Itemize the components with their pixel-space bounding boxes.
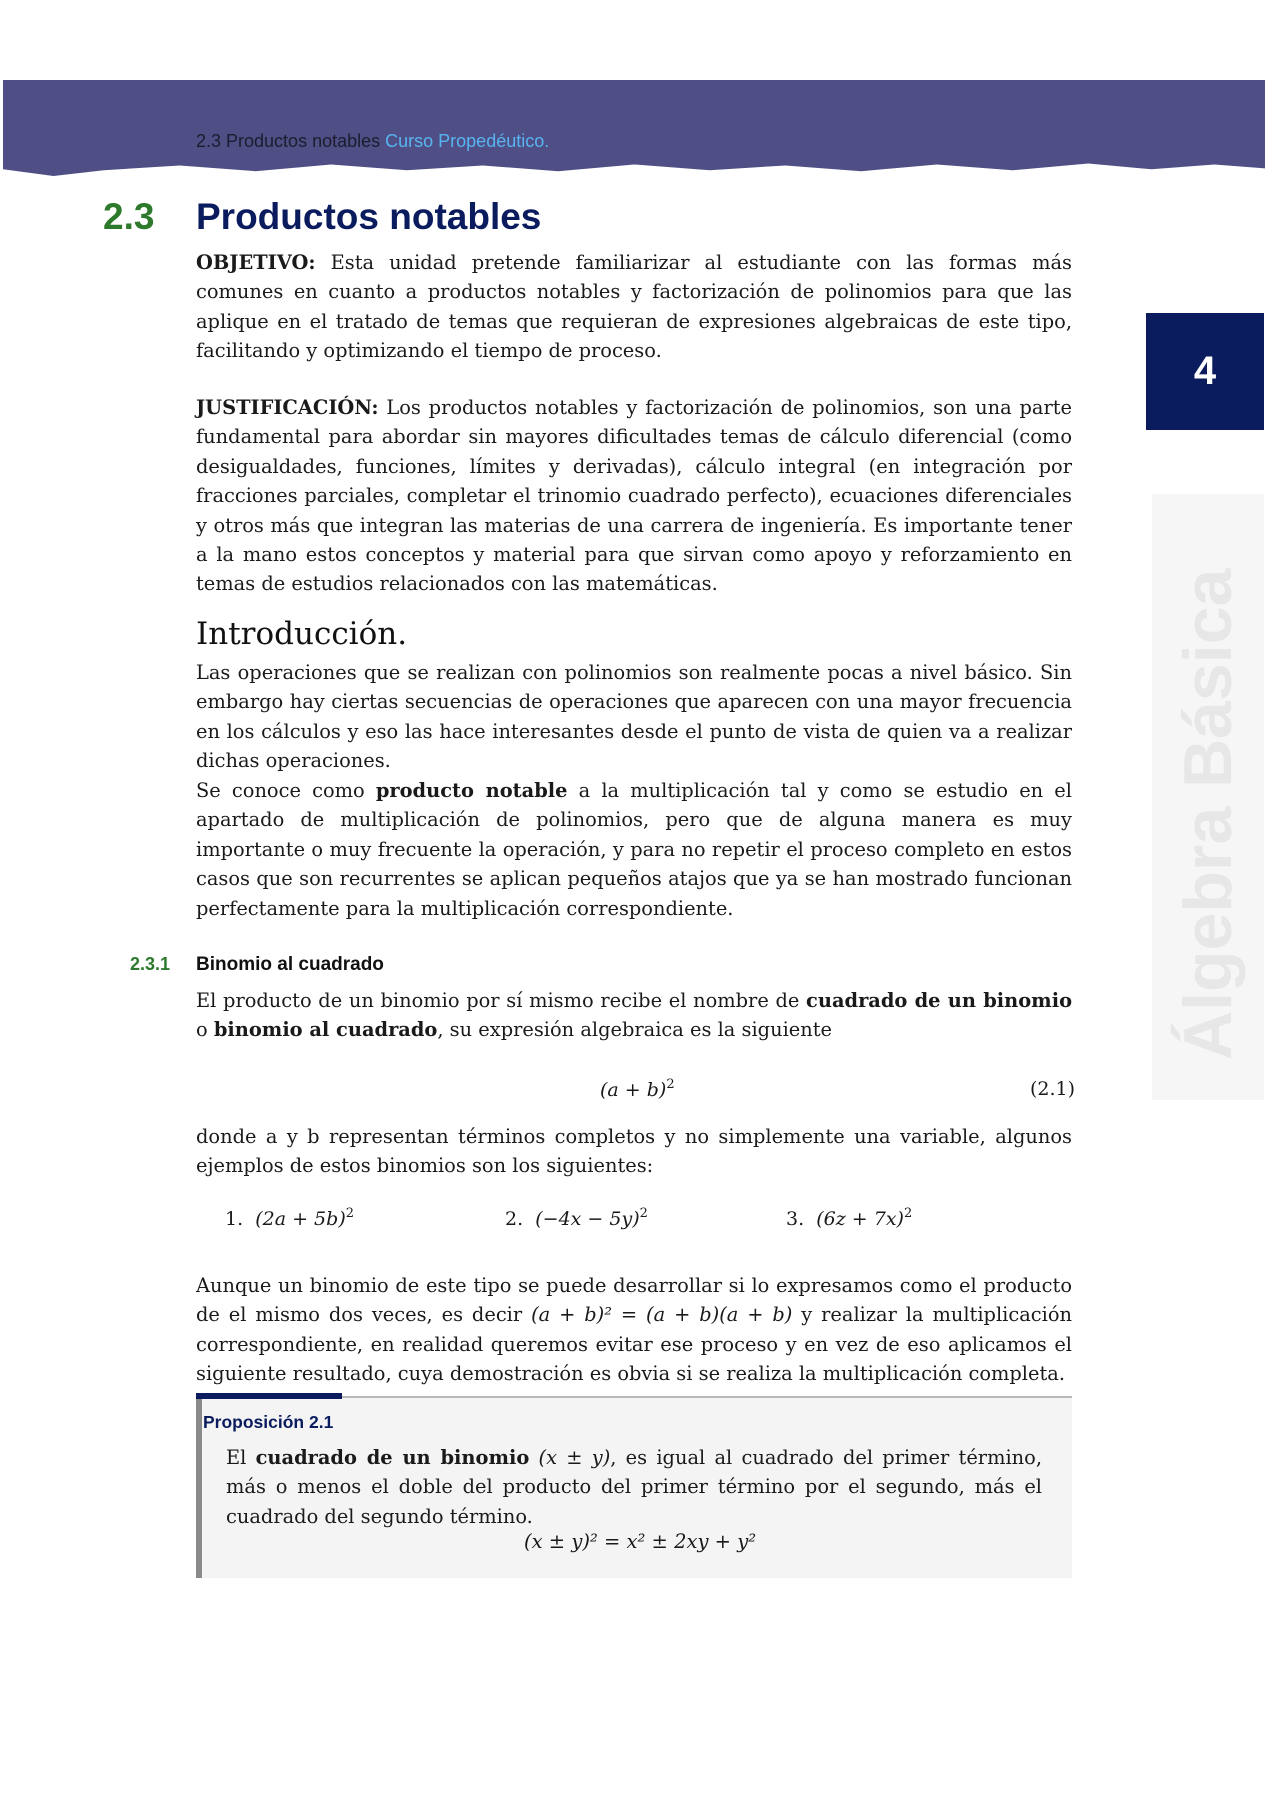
- binomio-p1-text: El producto de un binomio por sí mismo recibe el nombre de: [196, 989, 807, 1012]
- example-3-number: 3.: [786, 1208, 805, 1230]
- example-2-expr: (−4x − 5y): [535, 1208, 640, 1230]
- intro-paragraph-1: Las operaciones que se realizan con polinomios son realmente pocas a nivel básico. Sin embargo hay ciertas secuencias de operaciones que aparecen con una mayor frecuencia en los cálculos y eso las hace interesantes desde el punto de vista de quien va a realizar dichas operaciones.: [196, 661, 1072, 773]
- intro-paragraph-2: [196, 776, 1072, 923]
- example-2-exp: 2: [639, 1206, 648, 1221]
- justificacion-label: JUSTIFICACIÓN:: [196, 396, 379, 419]
- subsection-title: Binomio al cuadrado: [196, 954, 384, 975]
- example-1-expr: (2a + 5b): [255, 1208, 346, 1230]
- binomio-p3-after: y realizar la multiplicación correspondiente, en realidad queremos evitar ese proceso y en vez de eso aplicamos el siguiente resultado, cuya demostración es obvia si se realiza la multiplicación completa.: [196, 1303, 1072, 1386]
- proposition-equation: (x ± y)² = x² ± 2xy + y²: [524, 1530, 757, 1553]
- equation-label: (2.1): [1030, 1078, 1076, 1100]
- example-3: [786, 1206, 912, 1230]
- example-2: [505, 1206, 648, 1230]
- example-2-number: 2.: [505, 1208, 524, 1230]
- example-3-exp: 2: [903, 1206, 913, 1221]
- binomio-p3-text: Aunque un binomio de este tipo se puede desarrollar si lo expresamos como el producto de el mismo dos veces, es decir: [196, 1274, 1072, 1327]
- proposition-title: Proposición 2.1: [203, 1412, 334, 1432]
- binomio-paragraph-3: [196, 1271, 1072, 1389]
- proposition-text-after: , es igual al cuadrado del primer término, más o menos el doble del producto del primer término por el segundo, más el cuadrado del segundo término.: [226, 1446, 1042, 1528]
- proposition-accent-bar: [196, 1393, 342, 1399]
- example-3-expr: (6z + 7x): [816, 1208, 904, 1230]
- justificacion-text: Los productos notables y factorización de polinomios, son una parte fundamental para abordar sin mayores dificultades temas de cálculo diferencial (como desigualdades, funciones, límites y derivadas), cálculo integral (en integración por fracciones parciales, completar el trinomio cuadrado perfecto), ecuaciones diferenciales y otros más que integran las materias de una carrera de ingeniería. Es importante tener a la mano estos conceptos y material para que sirvan como apoyo y reforzamiento en temas de estudios relacionados con las matemáticas.: [196, 396, 1072, 596]
- running-header: [196, 131, 549, 152]
- equation-2-1-exp: 2: [666, 1077, 675, 1092]
- objetivo-label: OBJETIVO:: [196, 251, 316, 274]
- example-1-number: 1.: [225, 1208, 244, 1230]
- intro-heading: Introducción.: [196, 616, 408, 652]
- example-1: [225, 1206, 354, 1230]
- header-band: [3, 80, 1265, 176]
- proposition-text-before: El: [226, 1446, 256, 1469]
- binomio-paragraph-1: [196, 986, 1072, 1045]
- subsection-number: 2.3.1: [130, 954, 171, 974]
- header-section: 2.3 Productos notables: [196, 131, 381, 151]
- header-course: Curso Propedéutico.: [385, 131, 550, 151]
- chapter-tab: 4: [1146, 313, 1264, 430]
- side-title: Álgebra Básica: [1170, 568, 1246, 1060]
- proposition-text: [226, 1443, 1042, 1531]
- example-1-exp: 2: [345, 1206, 355, 1221]
- justificacion-paragraph: [196, 393, 1072, 599]
- intro-p2-text: Se conoce como: [196, 779, 376, 802]
- binomio-p1-bold-2: binomio al cuadrado: [213, 1018, 438, 1042]
- objetivo-text: Esta unidad pretende familiarizar al estudiante con las formas más comunes en cuanto a productos notables y factorización de polinomios para que las aplique en el tratado de temas que requieran de expresiones algebraicas de este tipo, facilitando y optimizando el tiempo de proceso.: [196, 251, 1072, 363]
- proposition-text-math: (x ± y): [538, 1446, 611, 1469]
- equation-2-1: [600, 1077, 675, 1101]
- equation-2-1-base: (a + b): [600, 1079, 667, 1101]
- intro-p2-bold: producto notable: [375, 779, 568, 802]
- binomio-p1-mid: o: [196, 1018, 214, 1042]
- binomio-paragraph-2: donde a y b representan términos completos y no simplemente una variable, algunos ejemplos de estos binomios son los siguientes:: [196, 1125, 1072, 1178]
- binomio-p1-after: , su expresión algebraica es la siguiente: [437, 1018, 833, 1042]
- section-title: Productos notables: [196, 196, 542, 237]
- intro-p2-text-after: a la multiplicación tal y como se estudio en el apartado de multiplicación de polinomios, pero que de alguna manera es muy importante o muy frecuente la operación, y para no repetir el proceso completo en estos casos que son recurrentes se aplican pequeños atajos que ya se han mostrado funcionan perfectamente para la multiplicación correspondiente.: [196, 779, 1072, 920]
- binomio-p3-math: (a + b)² = (a + b)(a + b): [531, 1303, 793, 1327]
- proposition-text-bold: cuadrado de un binomio: [255, 1446, 530, 1469]
- binomio-p1-bold-1: cuadrado de un binomio: [806, 989, 1072, 1012]
- objetivo-paragraph: [196, 248, 1072, 366]
- section-number: 2.3: [103, 196, 155, 237]
